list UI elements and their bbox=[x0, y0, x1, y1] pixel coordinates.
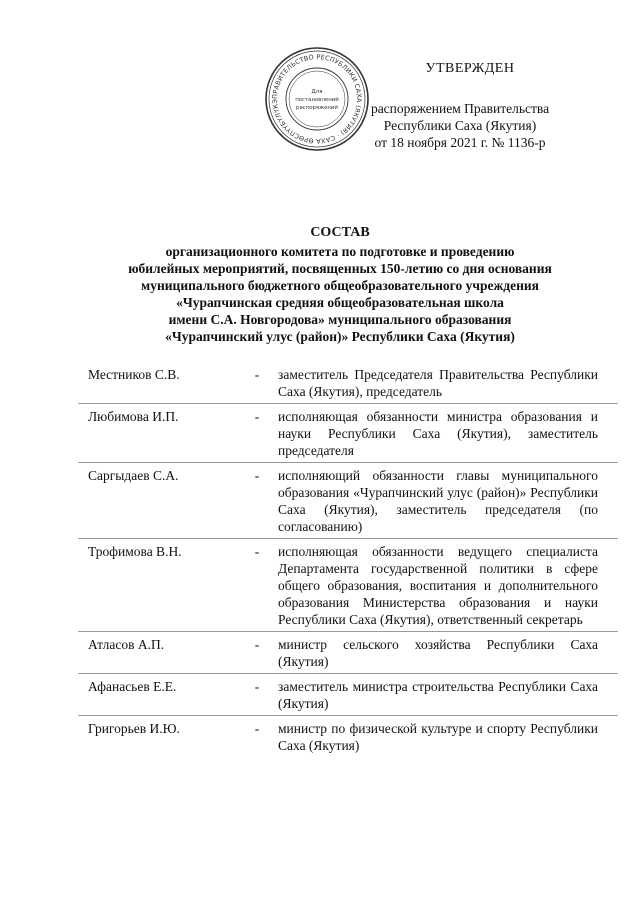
member-name: Атласов А.П. bbox=[88, 637, 165, 652]
heading-line: «Чурапчинский улус (район)» Республики Саха (Якутия) bbox=[165, 329, 515, 344]
seal-ring-text: ПРАВИТЕЛЬСТВО РЕСПУБЛИКИ САХА (ЯКУТИЯ) · САХА ӨРӨСПҮҮБҮЛҮКЭ bbox=[270, 52, 364, 146]
member-dash: - bbox=[254, 679, 260, 694]
member-role: исполняющий обязанности главы муниципального образования «Чурапчинский улус (район)» Республики Саха (Якутия), заместитель председателя (по согласованию) bbox=[278, 468, 598, 534]
heading-line: «Чурапчинская средняя общеобразовательная школа bbox=[176, 295, 504, 310]
member-role: исполняющая обязанности ведущего специалиста Департамента государственной политики в сфере общего образования, воспитания и дополнительного образования Министерства образования и науки Республики Саха (Якутия), ответственный секретарь bbox=[278, 544, 598, 627]
member-row bbox=[88, 678, 598, 712]
committee-members-list bbox=[88, 366, 598, 754]
seal-center-line3: распоряжений bbox=[296, 105, 338, 111]
heading-line: муниципального бюджетного общеобразовательного учреждения bbox=[141, 278, 539, 293]
row-divider bbox=[78, 715, 618, 716]
member-row bbox=[88, 543, 598, 628]
member-row bbox=[88, 366, 598, 400]
member-role: исполняющая обязанности министра образования и науки Республики Саха (Якутия), заместитель председателя bbox=[278, 409, 598, 458]
member-dash: - bbox=[254, 468, 260, 483]
member-row bbox=[88, 720, 598, 754]
member-dash: - bbox=[254, 367, 260, 382]
row-divider bbox=[78, 462, 618, 463]
member-dash: - bbox=[254, 544, 260, 559]
member-row bbox=[88, 636, 598, 670]
heading-line: имени С.А. Новгородова» муниципального образования bbox=[168, 312, 512, 327]
document-heading bbox=[60, 224, 620, 345]
member-role: заместитель министра строительства Республики Саха (Якутия) bbox=[278, 679, 598, 711]
seal-center-line1: Для bbox=[311, 89, 323, 95]
member-name: Местников С.В. bbox=[88, 367, 180, 382]
member-row bbox=[88, 408, 598, 459]
approval-line-2: Республики Саха (Якутия) bbox=[383, 118, 537, 133]
member-role: заместитель Председателя Правительства Республики Саха (Якутия), председатель bbox=[278, 367, 598, 399]
row-divider bbox=[78, 673, 618, 674]
member-name: Трофимова В.Н. bbox=[88, 544, 182, 559]
member-dash: - bbox=[254, 721, 260, 736]
seal-center-line2: постановлений bbox=[295, 97, 339, 103]
row-divider bbox=[78, 403, 618, 404]
member-name: Саргыдаев С.А. bbox=[88, 468, 179, 483]
approval-title: УТВЕРЖДЕН bbox=[425, 61, 515, 76]
member-name: Афанасьев Е.Е. bbox=[88, 679, 177, 694]
member-dash: - bbox=[254, 637, 260, 652]
approval-line-3: от 18 ноября 2021 г. № 1136-р bbox=[374, 135, 546, 150]
member-name: Григорьев И.Ю. bbox=[88, 721, 180, 736]
member-name: Любимова И.П. bbox=[88, 409, 179, 424]
row-divider bbox=[78, 538, 618, 539]
heading-line: юбилейных мероприятий, посвященных 150-летию со дня основания bbox=[128, 261, 552, 276]
document-title: СОСТАВ bbox=[310, 225, 370, 240]
heading-line: организационного комитета по подготовке и проведению bbox=[165, 244, 515, 259]
row-divider bbox=[78, 631, 618, 632]
member-role: министр сельского хозяйства Республики Саха (Якутия) bbox=[278, 637, 598, 669]
member-dash: - bbox=[254, 409, 260, 424]
approval-line-1: распоряжением Правительства bbox=[370, 101, 550, 116]
member-role: министр по физической культуре и спорту Республики Саха (Якутия) bbox=[278, 721, 598, 753]
member-row bbox=[88, 467, 598, 535]
